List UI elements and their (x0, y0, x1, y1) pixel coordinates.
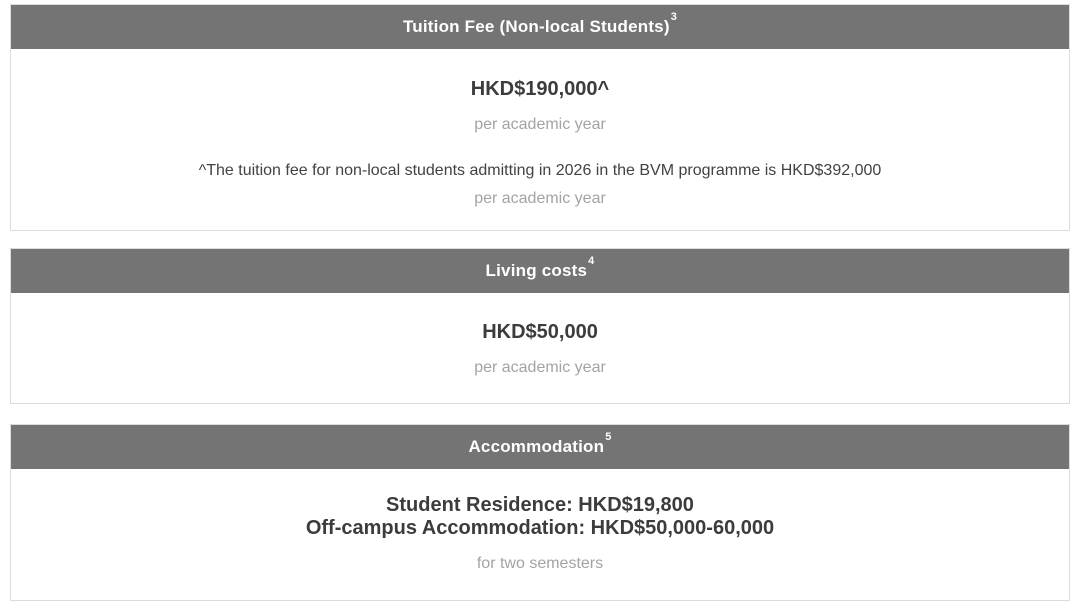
living-costs-card-title: Living costs$^4$ (485, 255, 595, 280)
living-costs-footnote-marker: 4 (588, 255, 595, 268)
living-costs-card-body (11, 293, 1069, 403)
accommodation-card (10, 424, 1070, 601)
accommodation-residence-value: Student Residence: HKD$19,800 (386, 494, 694, 516)
tuition-fee-card-title: Tuition Fee (Non-local Students)$^3$ (402, 11, 678, 36)
tuition-fee-note-unit: per academic year (474, 190, 606, 207)
tuition-fee-note: ^The tuition fee for non-local students admitting in 2026 in the BVM programme is HKD$392,000 (198, 162, 882, 179)
tuition-fee-unit: per academic year (474, 116, 606, 133)
tuition-fee-card (10, 4, 1070, 231)
tuition-fee-value: HKD$190,000^ (470, 78, 610, 100)
accommodation-footnote-marker: 5 (605, 431, 612, 444)
accommodation-unit: for two semesters (476, 555, 604, 572)
accommodation-offcampus-value: Off-campus Accommodation: HKD$50,000-60,000 (305, 517, 775, 539)
living-costs-value: HKD$50,000 (482, 321, 598, 343)
card-spacer (0, 404, 1080, 424)
tuition-fee-card-header (11, 5, 1069, 49)
tuition-fee-card-body (11, 49, 1069, 230)
tuition-fee-footnote-marker: 3 (670, 11, 678, 24)
accommodation-card-body (11, 469, 1069, 600)
living-costs-card-header (11, 249, 1069, 293)
accommodation-card-header (11, 425, 1069, 469)
card-spacer (0, 231, 1080, 248)
living-costs-card (10, 248, 1070, 404)
living-costs-unit: per academic year (474, 359, 606, 376)
accommodation-card-title: Accommodation$^5$ (468, 431, 612, 456)
